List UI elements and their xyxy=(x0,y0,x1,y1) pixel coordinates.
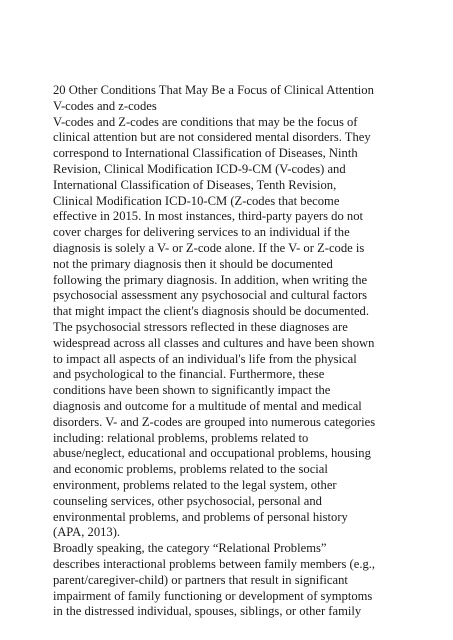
body-line: effective in 2015. In most instances, third-party payers do not xyxy=(53,209,363,224)
body-line: abuse/neglect, educational and occupational problems, housing xyxy=(53,446,371,461)
body-line: impairment of family functioning or development of symptoms xyxy=(53,588,373,603)
body-line: not the primary diagnosis then it should be documented xyxy=(53,256,333,271)
body-line: cover charges for delivering services to an individual if the xyxy=(53,225,350,240)
body-line: diagnosis is solely a V- or Z-code alone. If the V- or Z-code is xyxy=(53,240,365,255)
body-line: describes interactional problems between family members (e.g., xyxy=(53,556,376,571)
body-line: in the distressed individual, spouses, siblings, or other family xyxy=(53,604,362,619)
body-line: and psychological to the financial. Furthermore, these xyxy=(53,367,325,382)
body-line: environmental problems, and problems of personal history xyxy=(53,509,348,524)
body-line: including: relational problems, problems related to xyxy=(53,430,309,445)
body-line: The psychosocial stressors reflected in these diagnoses are xyxy=(53,319,348,334)
body-line: psychosocial assessment any psychosocial and cultural factors xyxy=(53,288,368,303)
body-line: parent/caregiver-child) or partners that result in significant xyxy=(53,572,348,587)
body-line: (APA, 2013). xyxy=(53,525,121,540)
body-line: diagnosis and outcome for a multitude of mental and medical xyxy=(53,398,362,413)
body-line: and economic problems, problems related to the social xyxy=(53,462,328,477)
body-line: widespread across all classes and cultures and have been shown xyxy=(53,335,375,350)
body-line: counseling services, other psychosocial, personal and xyxy=(53,493,322,508)
body-line: Clinical Modification ICD-10-CM (Z-codes that become xyxy=(53,193,340,208)
body-line: disorders. V- and Z-codes are grouped into numerous categories xyxy=(53,414,376,429)
body-line: Revision, Clinical Modification ICD-9-CM (V-codes) and xyxy=(53,161,346,176)
body-line: following the primary diagnosis. In addition, when writing the xyxy=(53,272,368,287)
section-subtitle: V-codes and z-codes xyxy=(53,98,157,113)
body-line: correspond to International Classification of Diseases, Ninth xyxy=(53,146,358,161)
body-line: to impact all aspects of an individual's life from the physical xyxy=(53,351,357,366)
body-line: Broadly speaking, the category “Relational Problems” xyxy=(53,541,327,556)
body-line: V-codes and Z-codes are conditions that may be the focus of xyxy=(53,114,358,129)
body-line: that might impact the client's diagnosis should be documented. xyxy=(53,304,370,319)
body-line: environment, problems related to the legal system, other xyxy=(53,477,337,492)
body-line: International Classification of Diseases, Tenth Revision, xyxy=(53,177,337,192)
body-line: conditions have been shown to significantly impact the xyxy=(53,383,331,398)
body-line: clinical attention but are not considered mental disorders. They xyxy=(53,130,371,145)
section-title: 20 Other Conditions That May Be a Focus of Clinical Attention xyxy=(53,83,374,97)
document-body xyxy=(53,83,413,620)
